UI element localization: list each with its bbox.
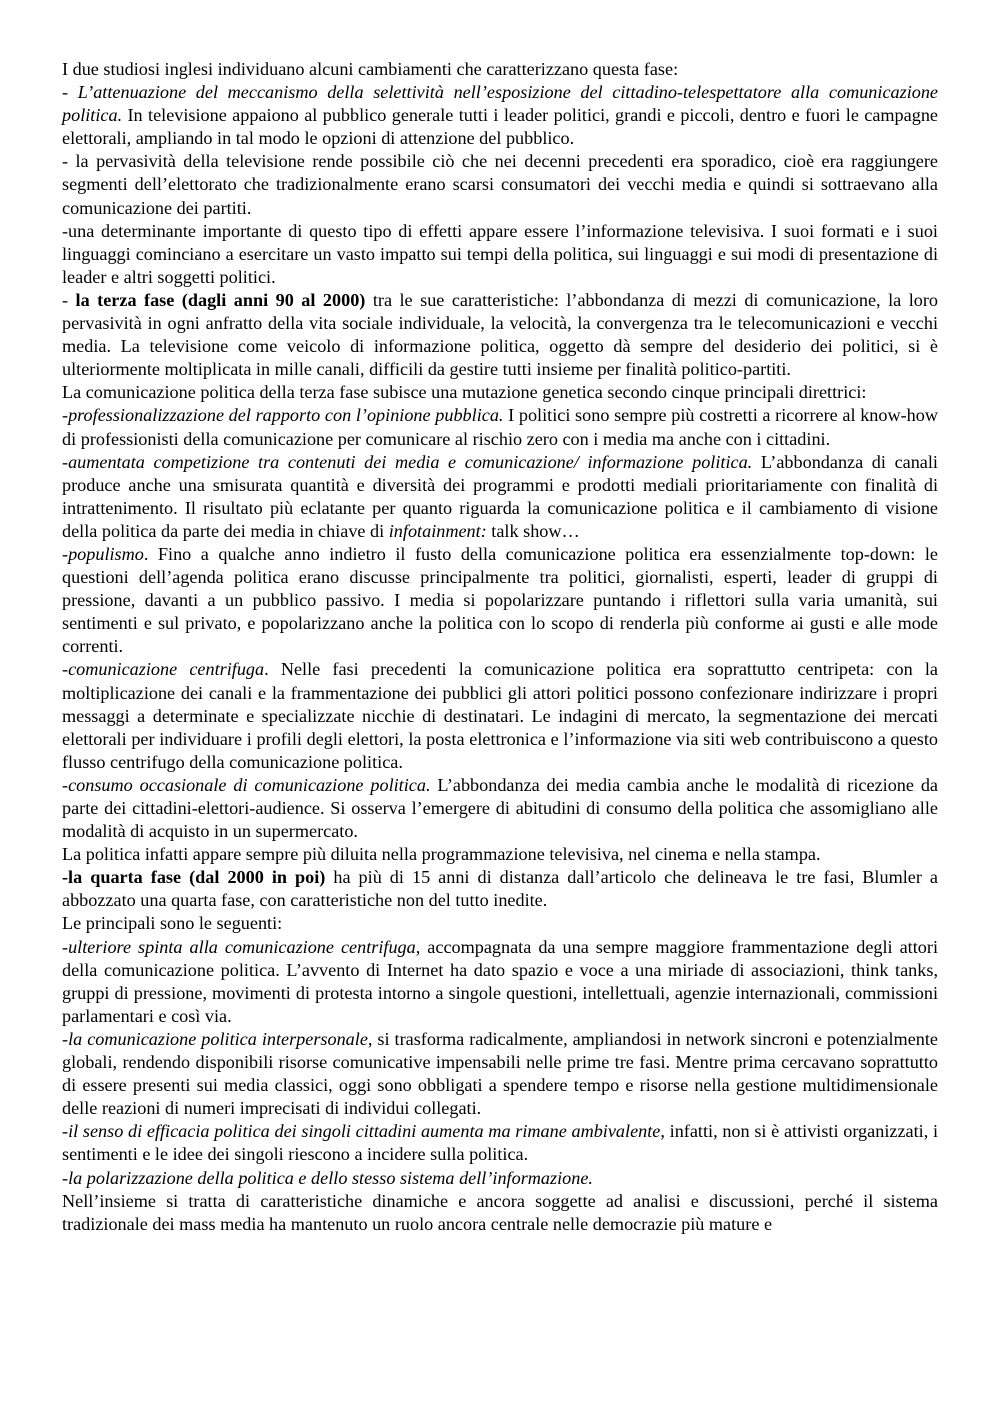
- paragraph-text: La comunicazione politica della terza fase subisce una mutazione genetica secondo cinque principali direttrici:: [62, 382, 867, 403]
- paragraph-text: -una determinante importante di questo tipo di effetti appare essere l’informazione televisiva. I suoi formati e i suoi linguaggi cominciano a esercitare un vasto impatto sui tempi della politica, sui linguaggi e sui modi di presentazione di leader e altri soggetti politici.: [62, 220, 938, 287]
- paragraph-diluted-politics: [62, 843, 938, 866]
- paragraph-italic-term: il senso di efficacia politica dei singoli cittadini aumenta ma rimane ambivalente: [68, 1121, 661, 1142]
- paragraph-further-push: [62, 936, 938, 1028]
- paragraph-intro: [62, 58, 938, 81]
- paragraph-text: ha più di 15 anni di distanza dall’articolo che delineava le tre fasi, Blumler a abbozzato una quarta fase, con caratteristiche non del tutto inedite.: [62, 867, 938, 911]
- paragraph-occasional-consumption: [62, 774, 938, 843]
- paragraph-text: - la pervasività della televisione rende possibile ciò che nei decenni precedenti era sporadico, cioè era raggiungere segmenti dell’elettorato che tradizionalmente erano scarsi consumatori dei vecchi media e quindi si sottraevano alla comunicazione dei partiti.: [62, 151, 938, 218]
- paragraph-italic-term: aumentata competizione tra contenuti dei media e comunicazione/ informazione politica.: [68, 451, 753, 472]
- paragraph-text: , si trasforma radicalmente, ampliandosi in network sincroni e potenzialmente globali, rendendo disponibili risorse comunicative impensabili nelle prime tre fasi. Mentre prima cercavano soprattutto di essere presenti sui media classici, oggi sono obbligati a spendere tempo e risorse nella gestione multidimensionale delle reazioni di numeri imprecisati di individui collegati.: [62, 1028, 938, 1119]
- paragraph-italic-term: infotainment:: [388, 520, 487, 541]
- paragraph-populism: [62, 543, 938, 658]
- paragraph-lead: -: [62, 451, 69, 472]
- paragraph-mutation: [62, 381, 938, 404]
- paragraph-text: I due studiosi inglesi individuano alcuni cambiamenti che caratterizzano questa fase:: [62, 59, 679, 79]
- paragraph-tv-information: [62, 220, 938, 289]
- paragraph-italic-term: consumo occasionale di comunicazione politica.: [68, 774, 431, 795]
- document-page: [62, 58, 938, 1236]
- paragraph-text: talk show…: [486, 520, 580, 541]
- paragraph-text: tra le sue caratteristiche: l’abbondanza di mezzi di comunicazione, la loro pervasività in ogni anfratto della vita sociale individuale, la velocità, la convergenza tra le telecomunicazioni e vecchi media. La televisione come veicolo di informazione politica, oggetto dà sempre del desiderio dei politici, si è ulteriormente moltiplicata in mille canali, difficili da gestire tutti insieme per finalità politico-partiti.: [62, 289, 938, 380]
- paragraph-lead: -: [62, 82, 78, 103]
- paragraph-lead: -: [62, 1167, 69, 1188]
- paragraph-lead: -: [62, 774, 69, 795]
- paragraph-italic-term: L’attenuazione del meccanismo della selettività nell’esposizione del cittadino-telespettatore alla comunicazione politica.: [62, 82, 939, 126]
- paragraph-italic-term: comunicazione centrifuga: [68, 659, 265, 680]
- paragraph-lead: -: [62, 405, 69, 426]
- paragraph-lead: -: [62, 289, 76, 310]
- paragraph-pervasiveness: [62, 150, 938, 219]
- paragraph-text: , infatti, non si è attivisti organizzati, i sentimenti e le idee dei singoli riescono a incidere sulla politica.: [62, 1121, 939, 1165]
- paragraph-lead: -: [62, 1121, 69, 1142]
- paragraph-polarization: [62, 1167, 938, 1190]
- paragraph-text: , accompagnata da una sempre maggiore frammentazione degli attori della comunicazione politica. L’avvento di Internet ha dato spazio e voce a una miriade di associazioni, think tanks, gruppi di pressione, movimenti di protesta intorno a singole questioni, intellettuali, agenzie internazionali, commissioni parlamentari e così via.: [62, 936, 938, 1026]
- paragraph-efficacy: [62, 1120, 938, 1166]
- paragraph-italic-term: la comunicazione politica interpersonale: [68, 1028, 368, 1049]
- paragraph-bold-heading: la terza fase (dagli anni 90 al 2000): [75, 289, 366, 310]
- paragraph-centrifugal: [62, 658, 938, 773]
- paragraph-conclusion: [62, 1190, 938, 1236]
- paragraph-professionalization: [62, 404, 938, 450]
- paragraph-text: La politica infatti appare sempre più diluita nella programmazione televisiva, nel cinema e nella stampa.: [62, 844, 821, 865]
- paragraph-italic-term: populismo: [68, 543, 144, 564]
- paragraph-text: L’abbondanza di canali produce anche una smisurata quantità e diversità dei programmi e prodotti mediali prioritariamente con finalità di intrattenimento. Il risultato più eclatante per quanto riguarda la comunicazione politica e il cambiamento di visione della politica da parte dei media in chiave di: [62, 451, 938, 541]
- paragraph-text: Nell’insieme si tratta di caratteristiche dinamiche e ancora soggette ad analisi e discussioni, perché il sistema tradizionale dei mass media ha mantenuto un ruolo ancora centrale nelle democrazie più mature e: [62, 1190, 938, 1234]
- paragraph-italic-term: professionalizzazione del rapporto con l’opinione pubblica.: [68, 405, 504, 426]
- paragraph-text: I politici sono sempre più costretti a ricorrere al know-how di professionisti della comunicazione per comunicare al rischio zero con i media ma anche con i cittadini.: [62, 405, 939, 449]
- paragraph-bold-heading: -la quarta fase (dal 2000 in poi): [62, 867, 326, 888]
- paragraph-lead: -: [62, 1028, 69, 1049]
- paragraph-text: In televisione appaiono al pubblico generale tutti i leader politici, grandi e piccoli, dentro e fuori le campagne elettorali, ampliando in tal modo le opzioni di attenzione del pubblico.: [62, 105, 938, 149]
- paragraph-text: L’abbondanza dei media cambia anche le modalità di ricezione da parte dei cittadini-elettori-audience. Si osserva l’emergere di abitudini di consumo della politica che assomigliano alle modalità di acquisto in un supermercato.: [62, 774, 939, 842]
- paragraph-competition: [62, 451, 938, 543]
- paragraph-selectivity: [62, 81, 938, 150]
- paragraph-main-features: [62, 912, 938, 935]
- paragraph-text: Le principali sono le seguenti:: [62, 913, 283, 934]
- paragraph-text: . Fino a qualche anno indietro il fusto della comunicazione politica era essenzialmente top-down: le questioni dell’agenda politica erano discusse principalmente tra politici, giornalisti, esperti, leader di gruppi di pressione, davanti a un pubblico passivo. I media si popolarizzare puntando i riflettori sulla varia umanità, sui sentimenti e sul privato, e popolarizzano anche la politica con lo scopo di renderla più conforme ai gusti e alle mode correnti.: [62, 543, 938, 657]
- paragraph-third-phase: [62, 289, 938, 381]
- paragraph-italic-term: la polarizzazione della politica e dello stesso sistema dell’informazione.: [68, 1167, 593, 1188]
- paragraph-lead: -: [62, 936, 69, 957]
- paragraph-lead: -: [62, 543, 69, 564]
- paragraph-text: . Nelle fasi precedenti la comunicazione politica era soprattutto centripeta: con la moltiplicazione dei canali e la frammentazione dei pubblici gli attori politici possono confezionare indirizzare i propri messaggi a determinate e specializzate nicchie di destinatari. Le indagini di mercato, la segmentazione dei mercati elettorali per individuare i profili degli elettori, la posta elettronica e l’informazione via siti web contribuiscono a questo flusso centrifugo della comunicazione politica.: [62, 659, 938, 772]
- paragraph-fourth-phase: [62, 866, 938, 912]
- paragraph-interpersonal: [62, 1028, 938, 1120]
- paragraph-italic-term: ulteriore spinta alla comunicazione centrifuga: [68, 936, 416, 957]
- paragraph-lead: -: [62, 659, 69, 680]
